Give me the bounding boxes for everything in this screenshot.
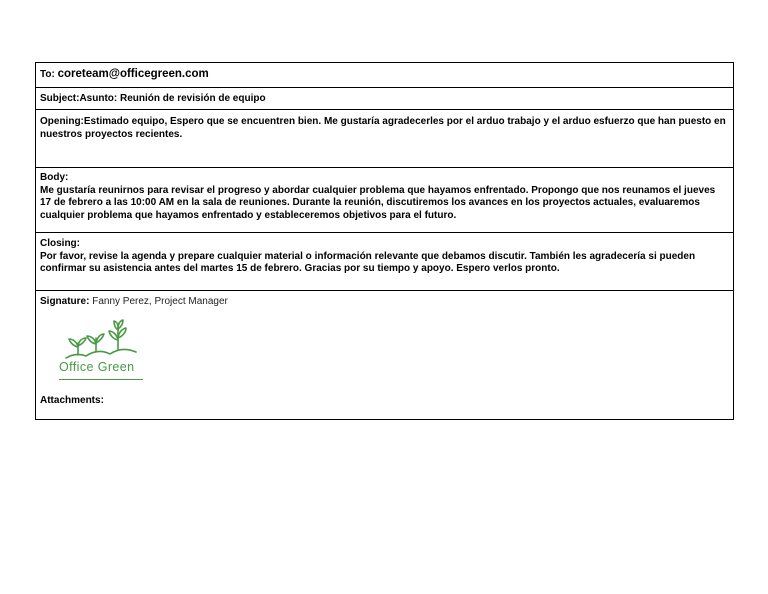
attachments-label: Attachments: xyxy=(40,395,104,406)
opening-text: Estimado equipo, Espero que se encuentren bien. Me gustaría agradecerles por el arduo trabajo y el arduo esfuerzo que han puesto en nuestros proyectos recientes. xyxy=(40,116,726,140)
closing-row xyxy=(36,233,733,291)
office-green-logo xyxy=(56,318,146,384)
body-text: Me gustaría reunirnos para revisar el progreso y abordar cualquier problema que hayamos enfrentado. Propongo que nos reunamos el jueves 17 de febrero a las 10:00 AM en la sala de reuniones. Durante la reunión, discutiremos los avances en los proyectos actuales, evaluaremos cualquier problema que hayamos enfrentado y estableceremos objetivos para el futuro. xyxy=(40,184,716,221)
closing-text: Por favor, revise la agenda y prepare cualquier material o información relevante que debamos discutir. También les agradecería si pueden confirmar su asistencia antes del martes 15 de febrero. Gracias por su tiempo y apoyo. Espero verlos pronto. xyxy=(40,250,696,274)
to-label: To: xyxy=(40,69,55,80)
subject-label: Subject: xyxy=(40,93,80,104)
opening-row xyxy=(36,110,733,168)
to-row xyxy=(36,63,733,88)
signature-label: Signature: xyxy=(40,296,90,307)
signature-row xyxy=(36,291,733,419)
subject-text: Asunto: Reunión de revisión de equipo xyxy=(79,93,266,104)
logo-wordmark: Office Green xyxy=(59,360,135,374)
subject-row xyxy=(36,88,733,110)
signature-name: Fanny Perez, Project Manager xyxy=(92,296,228,307)
to-address: coreteam@officegreen.com xyxy=(57,68,209,80)
sprout-icon xyxy=(56,318,146,362)
opening-label: Opening: xyxy=(40,116,84,127)
body-label: Body: xyxy=(40,172,69,183)
logo-underline xyxy=(59,379,143,380)
body-row xyxy=(36,168,733,233)
email-template-table xyxy=(35,62,734,420)
closing-label: Closing: xyxy=(40,238,80,249)
